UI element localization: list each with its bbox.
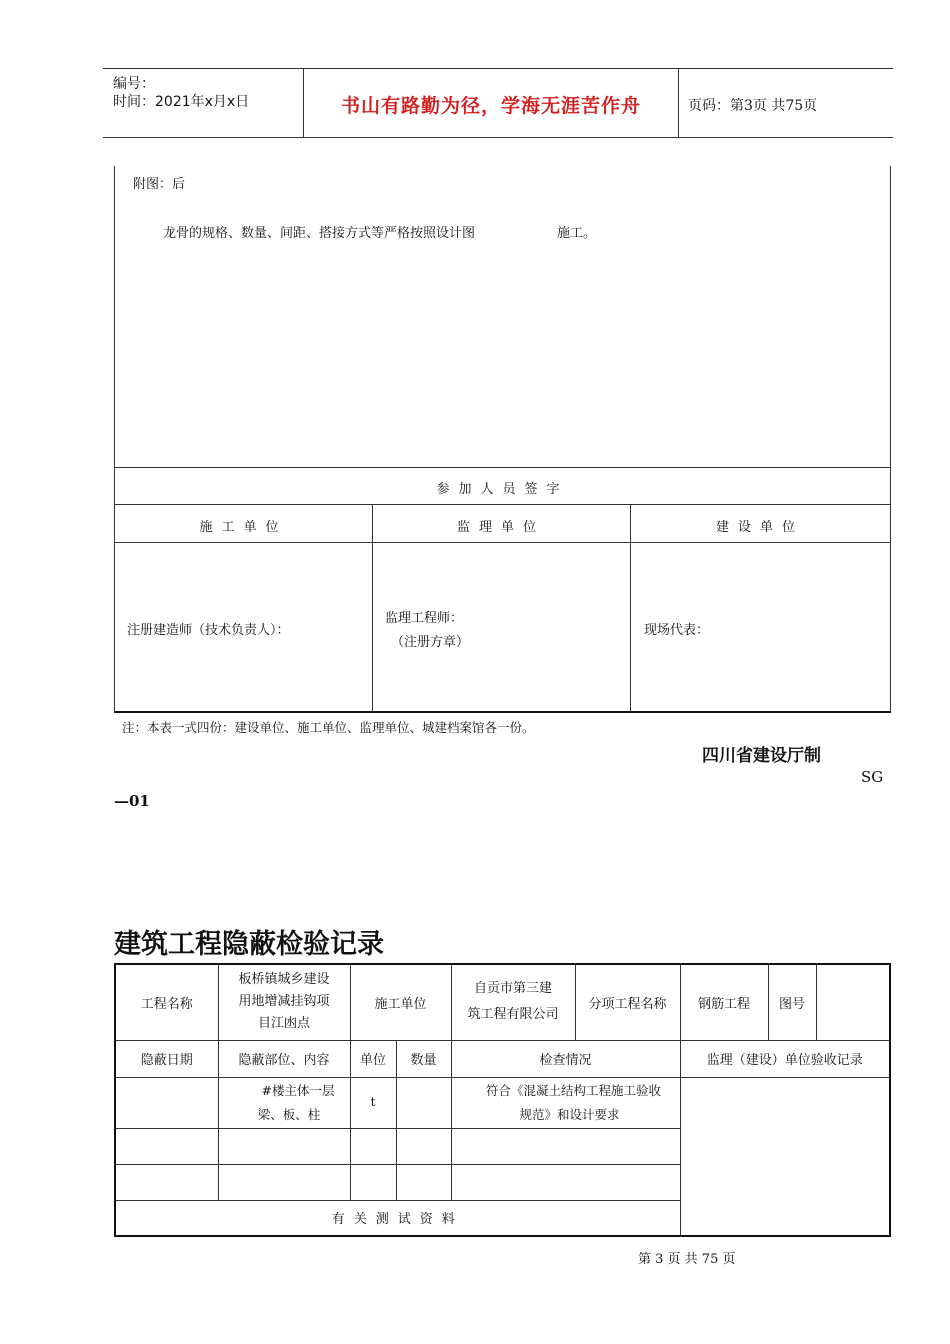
- divider: [115, 467, 890, 468]
- col-qty: 数量: [396, 1040, 451, 1077]
- project-name-line: 板桥镇城乡建设: [238, 972, 330, 988]
- table-row: [115, 1077, 890, 1128]
- col-contractor: 施工单位: [199, 520, 288, 535]
- header-motto-cell: [303, 69, 679, 137]
- row-part-line: #楼主体一层: [261, 1082, 335, 1098]
- form-code-a: SG: [861, 768, 884, 786]
- attachment-label: 附图：后: [133, 177, 186, 192]
- row-part-line: 梁、板、柱: [257, 1106, 321, 1122]
- col-owner: 建设单位: [715, 520, 804, 535]
- acceptance-record: [680, 1077, 890, 1236]
- row-check-line: 规范》和设计要求: [519, 1106, 620, 1122]
- col-unit: 单位: [350, 1040, 396, 1077]
- row-part: [218, 1077, 350, 1128]
- code-label: 编号：: [113, 76, 155, 92]
- date-line: 时间：2021年x月x日: [113, 94, 250, 110]
- contractor-line: 自贡市第三建: [474, 981, 553, 997]
- col-acceptance: 监理（建设）单位验收记录: [680, 1040, 890, 1077]
- supervisor-sign: 监理工程师：: [385, 611, 464, 626]
- supervisor-seal: （注册方章）: [391, 635, 470, 650]
- header-meta: [103, 69, 303, 137]
- divider: [115, 542, 890, 543]
- project-name-line: 目江凼点: [257, 1016, 310, 1032]
- row-check: [451, 1077, 680, 1128]
- contractor-sign: 注册建造师（技术负责人）：: [127, 623, 290, 638]
- page-number: 页码：第3页 共75页: [688, 98, 818, 114]
- row-part: [218, 1164, 350, 1200]
- signature-heading: 参加人员签字: [436, 482, 569, 497]
- row-unit: [350, 1128, 396, 1164]
- col-part: 隐蔽部位、内容: [218, 1040, 350, 1077]
- row-unit: [350, 1164, 396, 1200]
- contractor-line: 筑工程有限公司: [467, 1007, 559, 1023]
- page-title: 建筑工程隐蔽检验记录: [114, 929, 384, 960]
- row-date: [115, 1128, 218, 1164]
- row-unit: t: [350, 1077, 396, 1128]
- issuer: 四川省建设厅制: [702, 746, 821, 766]
- contractor-label: 施工单位: [350, 964, 451, 1040]
- drawing-no-label: 图号: [768, 964, 816, 1040]
- subproject: 钢筋工程: [680, 964, 768, 1040]
- row-check: [451, 1164, 680, 1200]
- test-data-label: 有关测试资料: [115, 1200, 680, 1236]
- body-text: 龙骨的规格、数量、间距、搭接方式等严格按照设计图: [163, 226, 476, 241]
- contractor-name: [451, 964, 575, 1040]
- project-name-label: 工程名称: [115, 964, 218, 1040]
- col-check: 检查情况: [451, 1040, 680, 1077]
- divider: [630, 504, 631, 711]
- table-header-row: [115, 1040, 890, 1077]
- subproject-label: 分项工程名称: [575, 964, 680, 1040]
- page-footer: 第 3 页 共 75 页: [638, 1252, 736, 1267]
- col-date: 隐蔽日期: [115, 1040, 218, 1077]
- col-supervisor: 监理单位: [456, 520, 545, 535]
- upper-form: [114, 166, 891, 713]
- note: 注：本表一式四份：建设单位、施工单位、监理单位、城建档案馆各一份。: [122, 720, 535, 735]
- form-code-b: —01: [114, 792, 150, 810]
- row-check-line: 符合《混凝土结构工程施工验收: [486, 1082, 662, 1098]
- divider: [372, 504, 373, 711]
- row-qty: [396, 1077, 451, 1128]
- row-date: [115, 1164, 218, 1200]
- project-name-line: 用地增减挂钩项: [238, 994, 330, 1010]
- drawing-no: [816, 964, 890, 1040]
- record-table: [114, 963, 891, 1237]
- motto: 书山有路勤为径，学海无涯苦作舟: [340, 95, 641, 117]
- row-check: [451, 1128, 680, 1164]
- divider: [115, 504, 890, 505]
- table-row: [115, 964, 890, 1040]
- body-text-tail: 施工。: [557, 226, 597, 241]
- header-page-cell: [678, 69, 893, 137]
- project-name: [218, 964, 350, 1040]
- row-qty: [396, 1164, 451, 1200]
- row-date: [115, 1077, 218, 1128]
- page-header: [103, 68, 893, 138]
- row-qty: [396, 1128, 451, 1164]
- row-part: [218, 1128, 350, 1164]
- owner-sign: 现场代表：: [644, 623, 710, 638]
